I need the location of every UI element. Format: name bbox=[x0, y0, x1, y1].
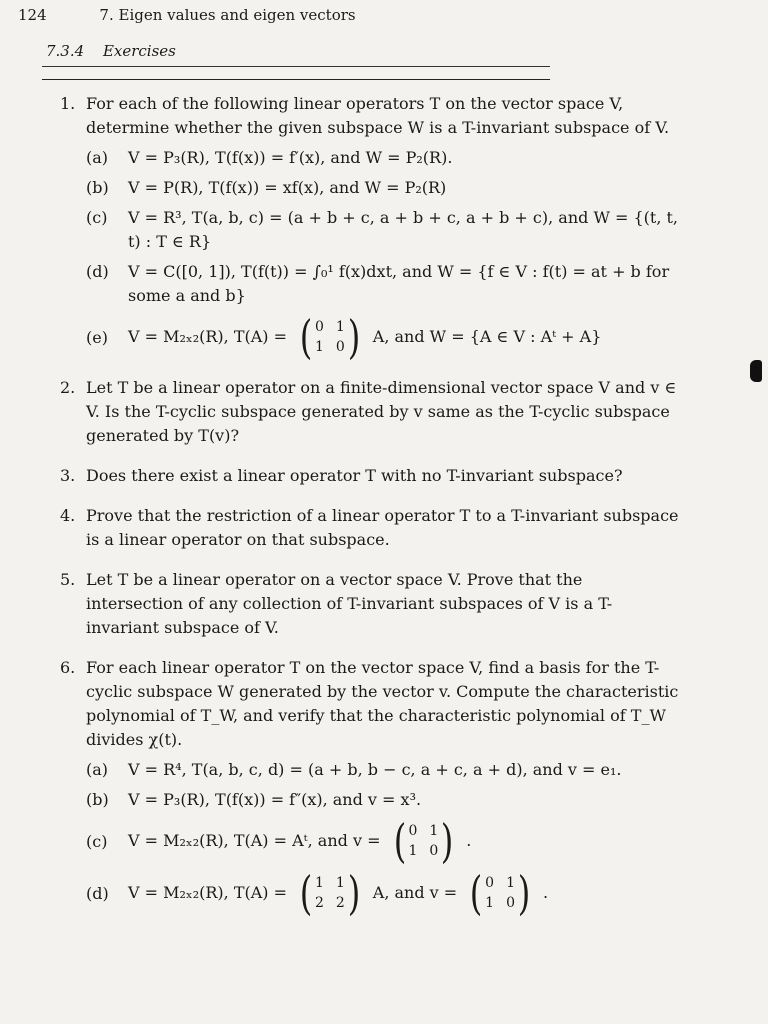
sub-math-row bbox=[128, 310, 682, 364]
matrix-entry: 1 bbox=[429, 823, 439, 839]
matrix-entry: 2 bbox=[314, 895, 324, 911]
matrix-grid bbox=[485, 873, 515, 913]
sub-item bbox=[86, 788, 682, 812]
matrix bbox=[391, 814, 457, 868]
problem-text: For each of the following linear operators T on the vector space V, determine whether the given subspace W is a T-invariant subspace of V. bbox=[86, 94, 670, 137]
sub-math-row bbox=[128, 866, 682, 920]
left-paren: ( bbox=[299, 866, 313, 920]
problem-text: Does there exist a linear operator T with no T-invariant subspace? bbox=[86, 466, 623, 485]
sub-item bbox=[86, 758, 682, 782]
section-heading bbox=[46, 42, 176, 60]
matrix-entry: 0 bbox=[408, 823, 418, 839]
sub-label: (a) bbox=[86, 760, 109, 779]
matrix-entry: 1 bbox=[314, 339, 324, 355]
sub-text: V = P₃(R), T(f(x)) = f″(x), and v = x³. bbox=[128, 790, 422, 809]
problem-text: Let T be a linear operator on a vector space V. Prove that the intersection of any collection of T-invariant subspaces of V is a T-invariant subspace of V. bbox=[86, 570, 613, 637]
matrix-entry: 1 bbox=[408, 843, 418, 859]
sub-text-post: . bbox=[466, 831, 472, 850]
matrix-entry: 1 bbox=[335, 875, 345, 891]
matrix bbox=[297, 310, 363, 364]
right-paren: ) bbox=[347, 310, 361, 364]
matrix-entry: 0 bbox=[314, 319, 324, 335]
left-paren: ( bbox=[393, 814, 406, 868]
matrix-entry: 1 bbox=[506, 875, 516, 891]
matrix-grid bbox=[315, 873, 345, 913]
sub-math-row bbox=[128, 814, 682, 868]
sub-text-pre: V = M₂ₓ₂(R), T(A) = bbox=[128, 883, 288, 902]
problem-number: 1. bbox=[60, 94, 76, 113]
sub-text-post: . bbox=[542, 883, 549, 902]
page-header bbox=[18, 6, 356, 24]
sub-text: V = R⁴, T(a, b, c, d) = (a + b, b − c, a + c, a + d), and v = e₁. bbox=[128, 760, 622, 779]
problem-5 bbox=[60, 568, 682, 640]
sub-item bbox=[86, 866, 682, 920]
sub-label: (d) bbox=[86, 884, 109, 903]
sub-text-pre: V = M₂ₓ₂(R), T(A) = bbox=[128, 327, 288, 346]
sub-text-post: A, and W = {A ∈ V : Aᵗ + A} bbox=[372, 327, 602, 346]
matrix-entry: 0 bbox=[335, 339, 345, 355]
sub-item bbox=[86, 310, 682, 364]
sub-item bbox=[86, 206, 682, 254]
section-title: Exercises bbox=[102, 42, 176, 60]
problem-text: Let T be a linear operator on a finite-dimensional vector space V and v ∈ V. Is the T-cyclic subspace generated by v same as the T-cyclic subspace generated by T(v)? bbox=[86, 378, 677, 445]
matrix-entry: 2 bbox=[335, 895, 345, 911]
right-paren: ) bbox=[347, 866, 361, 920]
matrix bbox=[297, 866, 363, 920]
sub-label: (d) bbox=[86, 262, 109, 281]
sub-text: V = P₃(R), T(f(x)) = f′(x), and W = P₂(R). bbox=[128, 148, 453, 167]
sub-item bbox=[86, 814, 682, 868]
matrix-entry: 1 bbox=[314, 875, 324, 891]
right-paren: ) bbox=[440, 814, 454, 868]
problem-4 bbox=[60, 504, 682, 552]
sub-label: (b) bbox=[86, 790, 109, 809]
matrix-grid bbox=[408, 821, 438, 861]
sub-item bbox=[86, 260, 682, 308]
left-paren: ( bbox=[469, 866, 483, 920]
exercise-list bbox=[60, 92, 682, 932]
sub-text: V = P(R), T(f(x)) = xf(x), and W = P₂(R) bbox=[128, 178, 447, 197]
sub-label: (c) bbox=[86, 208, 108, 227]
sub-item bbox=[86, 176, 682, 200]
section-number: 7.3.4 bbox=[46, 42, 85, 60]
page-number: 124 bbox=[18, 6, 47, 24]
problem-number: 2. bbox=[60, 378, 76, 397]
matrix-grid bbox=[315, 317, 345, 357]
header-rule-bottom bbox=[42, 79, 550, 80]
matrix-entry: 0 bbox=[485, 875, 495, 891]
sub-text: V = R³, T(a, b, c) = (a + b + c, a + b + c, a + b + c), and W = {(t, t, t) : T ∈ R} bbox=[128, 208, 679, 251]
problem-number: 6. bbox=[60, 658, 76, 677]
problem-text: For each linear operator T on the vector space V, find a basis for the T-cyclic subspace W generated by the vector v. Compute the characteristic polynomial of T_W, and verify that the characteristic polynomial of T_W divides χ(t). bbox=[86, 658, 679, 749]
sub-item bbox=[86, 146, 682, 170]
problem-1 bbox=[60, 92, 682, 364]
matrix-entry: 0 bbox=[506, 895, 516, 911]
binding-mark bbox=[750, 360, 762, 382]
sub-text-mid: A, and v = bbox=[372, 883, 458, 902]
matrix bbox=[467, 866, 533, 920]
sub-text-pre: V = M₂ₓ₂(R), T(A) = Aᵗ, and v = bbox=[128, 831, 381, 850]
problem-3 bbox=[60, 464, 682, 488]
left-paren: ( bbox=[299, 310, 313, 364]
matrix-entry: 1 bbox=[485, 895, 495, 911]
sub-label: (c) bbox=[86, 832, 108, 851]
chapter-title: 7. Eigen values and eigen vectors bbox=[99, 6, 356, 24]
matrix-entry: 0 bbox=[429, 843, 439, 859]
header-rule-top bbox=[42, 66, 550, 67]
problem-text: Prove that the restriction of a linear operator T to a T-invariant subspace is a linear operator on that subspace. bbox=[86, 506, 679, 549]
sub-label: (e) bbox=[86, 328, 108, 347]
sub-label: (a) bbox=[86, 148, 109, 167]
matrix-entry: 1 bbox=[335, 319, 345, 335]
problem-6 bbox=[60, 656, 682, 920]
problem-number: 3. bbox=[60, 466, 76, 485]
problem-number: 4. bbox=[60, 506, 76, 525]
sub-text: V = C([0, 1]), T(f(t)) = ∫₀¹ f(x)dxt, and W = {f ∈ V : f(t) = at + b for some a and b} bbox=[128, 262, 670, 305]
problem-2 bbox=[60, 376, 682, 448]
problem-number: 5. bbox=[60, 570, 76, 589]
sub-label: (b) bbox=[86, 178, 109, 197]
right-paren: ) bbox=[517, 866, 531, 920]
